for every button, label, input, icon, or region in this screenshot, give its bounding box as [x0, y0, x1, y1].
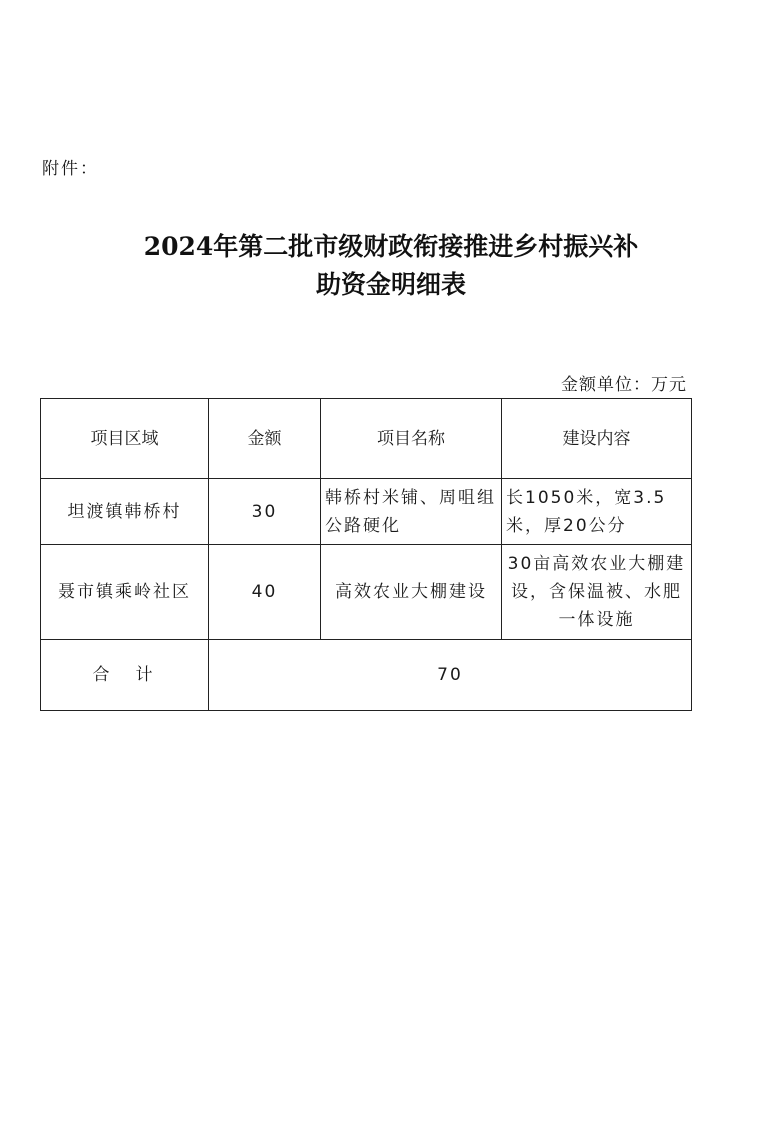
table-total-row: [41, 640, 692, 711]
table-row: [41, 479, 692, 545]
attachment-label: 附件：: [42, 159, 99, 179]
unit-note: 金额单位：万元: [561, 375, 687, 395]
document-title-line-2: 助资金明细表: [315, 270, 466, 299]
header-project-name: 项目名称: [321, 399, 502, 479]
cell-project-name: 高效农业大棚建设: [321, 545, 502, 640]
cell-amount: 40: [209, 545, 321, 640]
header-content: 建设内容: [502, 399, 692, 479]
total-label: 合计: [41, 640, 209, 711]
document-title-line-1: 2024年第二批市级财政衔接推进乡村振兴补: [143, 232, 639, 261]
total-value: 70: [209, 640, 692, 711]
table-header-row: [41, 399, 692, 479]
cell-content: 30亩高效农业大棚建设，含保温被、水肥一体设施: [502, 545, 692, 640]
header-amount: 金额: [209, 399, 321, 479]
cell-amount: 30: [209, 479, 321, 545]
funding-detail-table: [40, 398, 692, 711]
cell-area: 聂市镇乘岭社区: [41, 545, 209, 640]
header-area: 项目区域: [41, 399, 209, 479]
cell-project-name: 韩桥村米铺、周咀组公路硬化: [321, 479, 502, 545]
cell-area: 坦渡镇韩桥村: [41, 479, 209, 545]
table-row: [41, 545, 692, 640]
cell-content: 长1050米，宽3.5米，厚20公分: [502, 479, 692, 545]
